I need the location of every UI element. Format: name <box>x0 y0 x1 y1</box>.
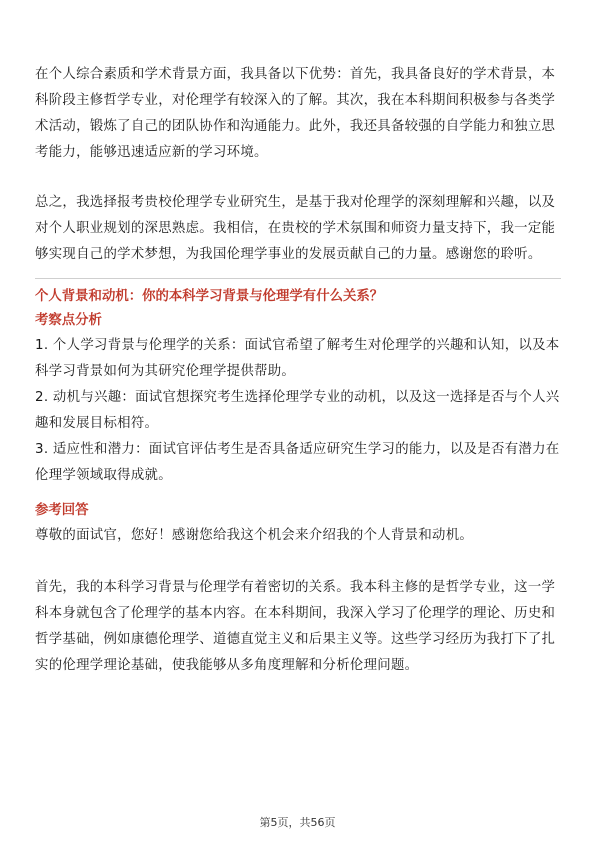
analysis-point-1: 1. 个人学习背景与伦理学的关系：面试官希望了解考生对伦理学的兴趣和认知，以及本科学习背景如何为其研究伦理学提供帮助。 <box>35 338 560 379</box>
page-number-footer: 第5页，共56页 <box>259 816 336 829</box>
intro-paragraph-2: 总之，我选择报考贵校伦理学专业研究生，是基于我对伦理学的深刻理解和兴趣，以及对个人职业规划的深思熟虑。我相信，在贵校的学术氛围和师资力量支持下，我一定能够实现自己的学术梦想，为我国伦理学事业的发展贡献自己的力量。感谢您的聆听。 <box>35 195 556 262</box>
section-gap <box>35 489 561 499</box>
section-divider <box>35 278 561 279</box>
answer-heading: 参考回答 <box>35 503 89 518</box>
question-title: 个人背景和动机：你的本科学习背景与伦理学有什么关系？ <box>35 289 384 304</box>
intro-paragraph-1: 在个人综合素质和学术背景方面，我具备以下优势：首先，我具备良好的学术背景，本科阶段主修哲学专业，对伦理学有较深入的了解。其次，我在本科期间积极参与各类学术活动，锻炼了自己的团队协作和沟通能力。此外，我还具备较强的自学能力和独立思考能力，能够迅速适应新的学习环境。 <box>35 67 556 160</box>
answer-paragraph-1: 尊敬的面试官，您好！感谢您给我这个机会来介绍我的个人背景和动机。 <box>35 528 474 543</box>
paragraph-gap <box>35 166 561 190</box>
paragraph-gap <box>35 549 561 575</box>
document-page <box>35 62 561 679</box>
answer-paragraph-2: 首先，我的本科学习背景与伦理学有着密切的关系。我本科主修的是哲学专业，这一学科本身就包含了伦理学的基本内容。在本科期间，我深入学习了伦理学的理论、历史和哲学基础，例如康德伦理学、道德直觉主义和后果主义等。这些学习经历为我打下了扎实的伦理学理论基础，使我能够从多角度理解和分析伦理问题。 <box>35 580 556 673</box>
analysis-point-3: 3. 适应性和潜力：面试官评估考生是否具备适应研究生学习的能力，以及是否有潜力在伦理学领域取得成就。 <box>35 442 560 483</box>
analysis-point-2: 2. 动机与兴趣：面试官想探究考生选择伦理学专业的动机，以及这一选择是否与个人兴趣和发展目标相符。 <box>35 390 560 431</box>
analysis-heading: 考察点分析 <box>35 313 102 328</box>
